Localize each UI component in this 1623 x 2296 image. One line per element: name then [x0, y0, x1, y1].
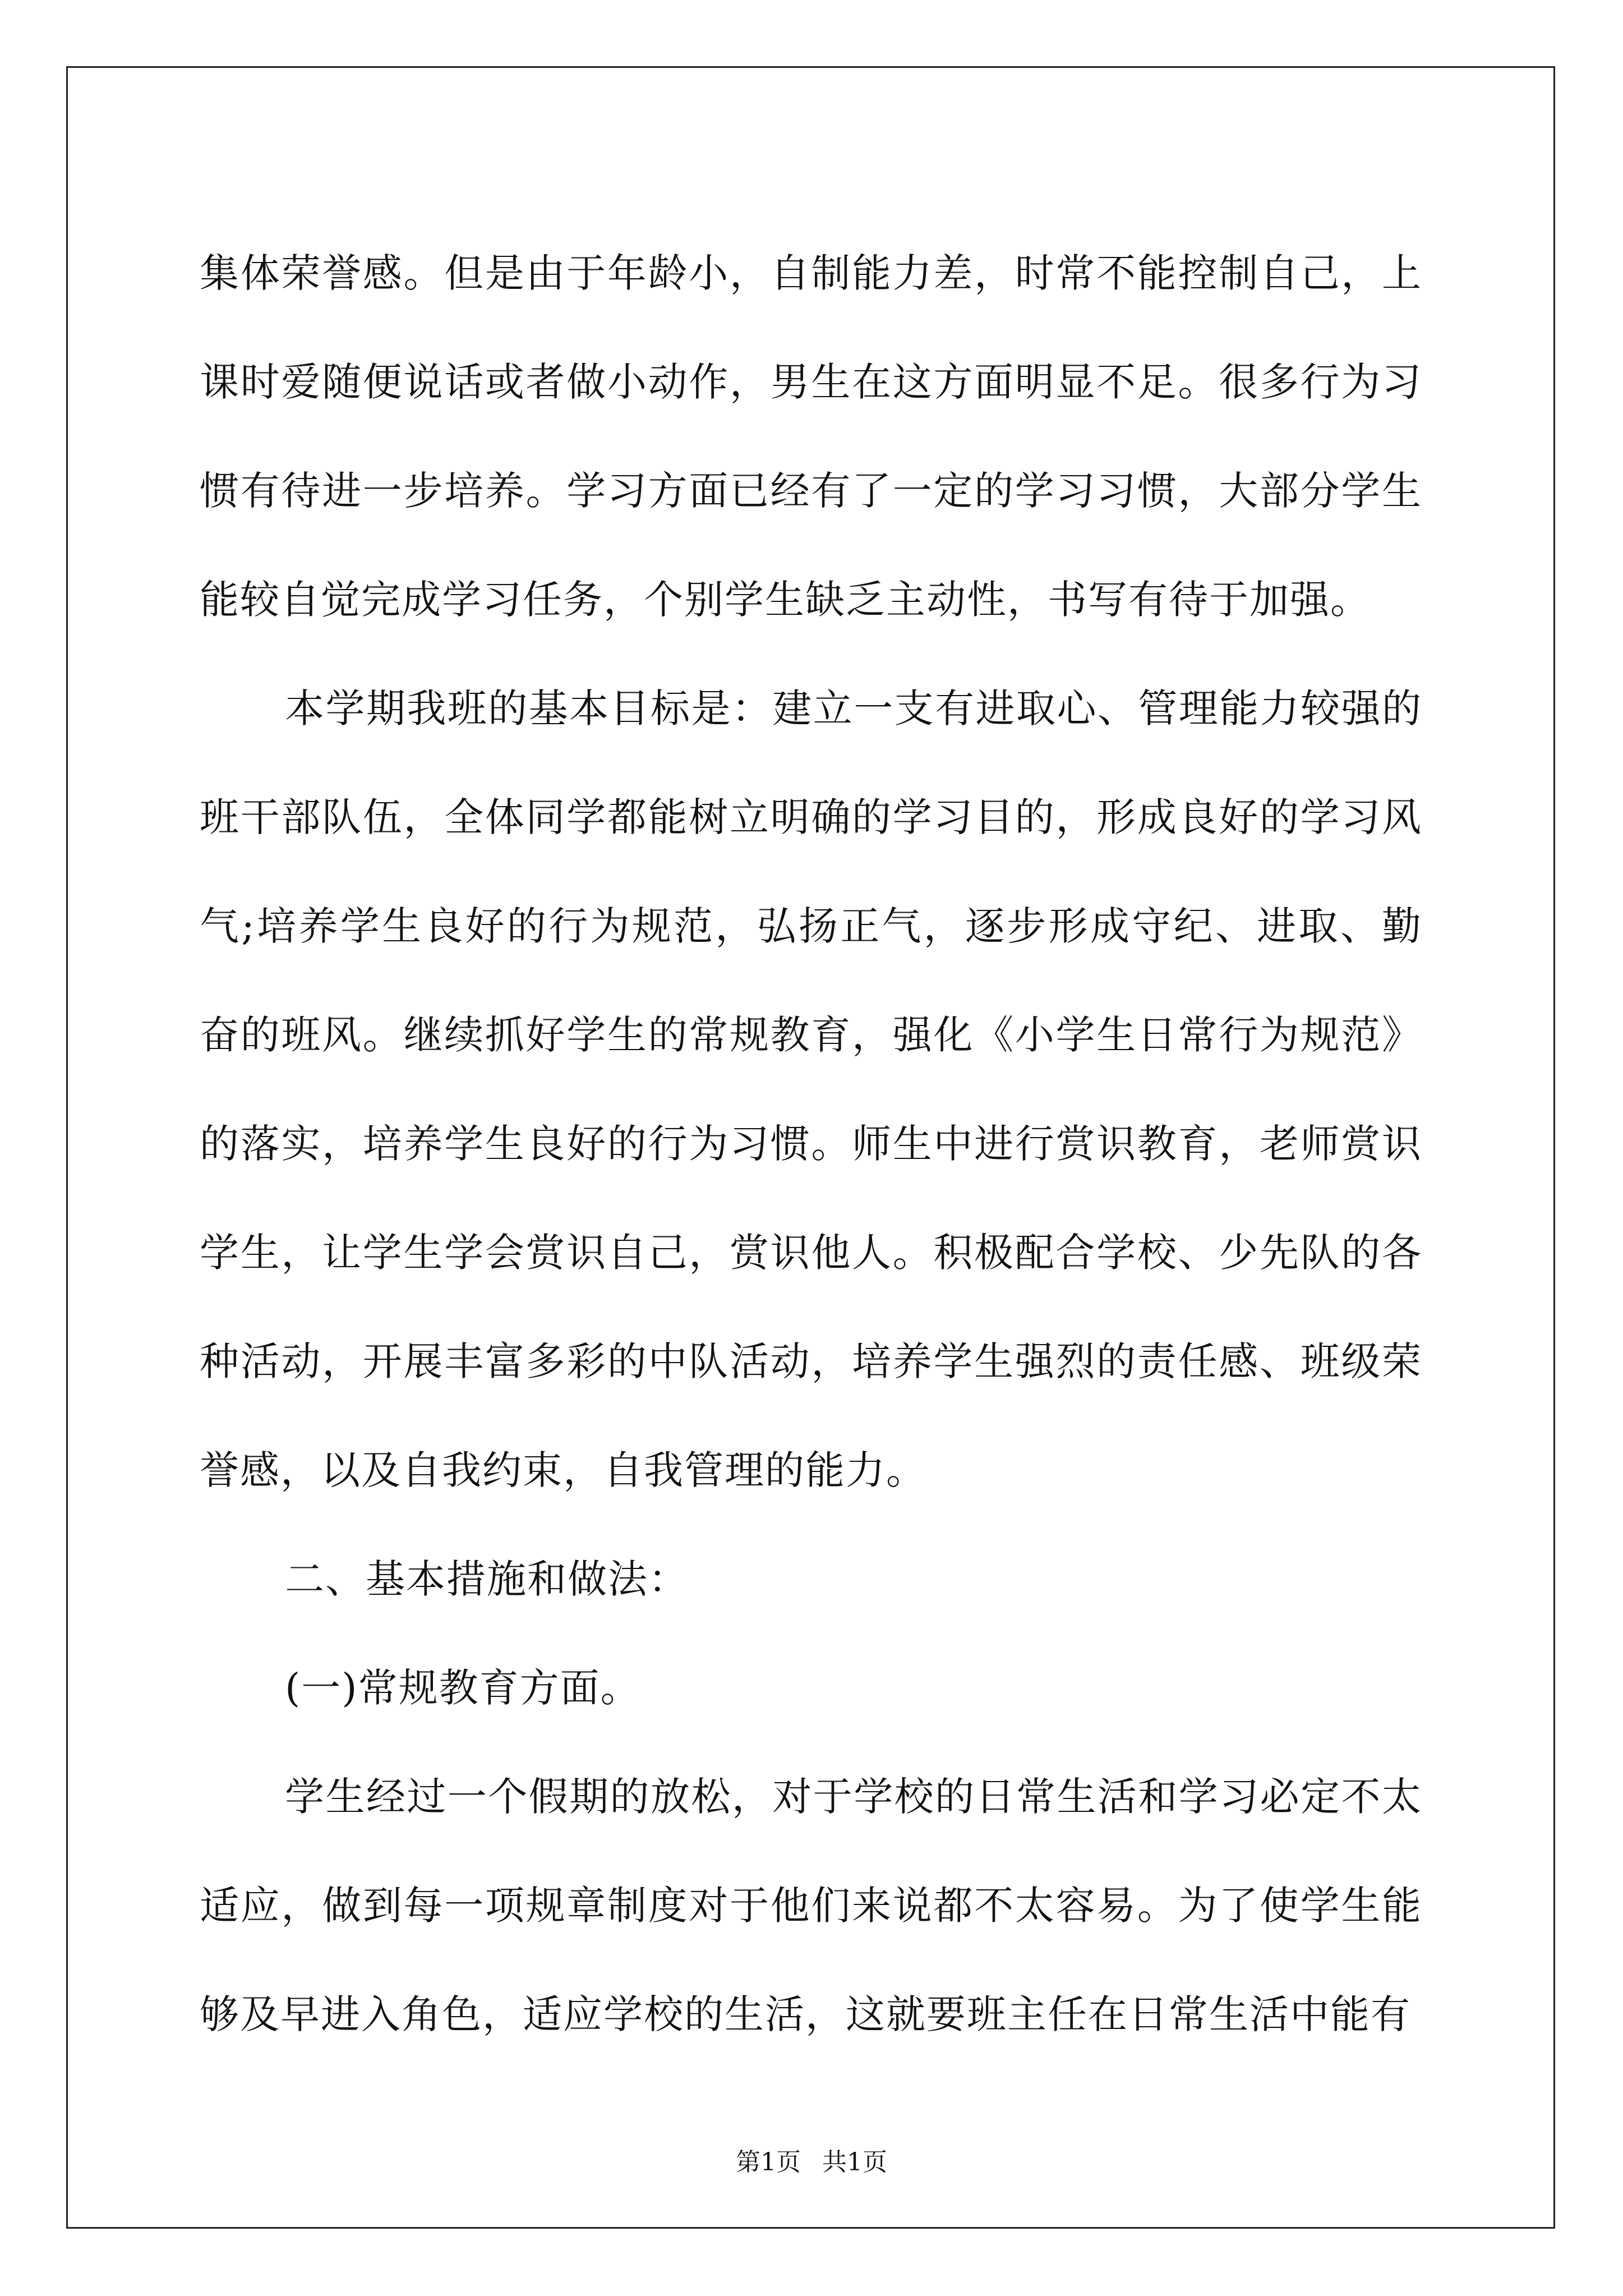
subsection-heading-routine: (一)常规教育方面。 — [285, 1665, 641, 1711]
page-total: 共1页 — [822, 2148, 887, 2177]
document-body — [200, 219, 1422, 2069]
page-footer — [0, 2142, 1623, 2178]
paragraph-routine: 学生经过一个假期的放松，对于学校的日常生活和学习必定不太适应，做到每一项规章制度对于他们来说都不太容易。为了使学生能够及早进入角色，适应学校的生活，这就要班主任在日常生活中能有 — [200, 1774, 1422, 2037]
page-number: 第1页 — [736, 2148, 801, 2177]
paragraph-goals: 本学期我班的基本目标是：建立一支有进取心、管理能力较强的班干部队伍，全体同学都能树立明确的学习目的，形成良好的学习风气;培养学生良好的行为规范，弘扬正气，逐步形成守纪、进取、勤奋的班风。继续抓好学生的常规教育，强化《小学生日常行为规范》的落实，培养学生良好的行为习惯。师生中进行赏识教育，老师赏识学生，让学生学会赏识自己，赏识他人。积极配合学校、少先队的各种活动，开展丰富多彩的中队活动，培养学生强烈的责任感、班级荣誉感，以及自我约束，自我管理的能力。 — [200, 685, 1422, 1493]
section-heading-measures: 二、基本措施和做法： — [285, 1556, 689, 1602]
paragraph-continuation: 集体荣誉感。但是由于年龄小，自制能力差，时常不能控制自己，上课时爱随便说话或者做小动作，男生在这方面明显不足。很多行为习惯有待进一步培养。学习方面已经有了一定的学习习惯，大部分学生能较自觉完成学习任务，个别学生缺乏主动性，书写有待于加强。 — [200, 250, 1422, 623]
